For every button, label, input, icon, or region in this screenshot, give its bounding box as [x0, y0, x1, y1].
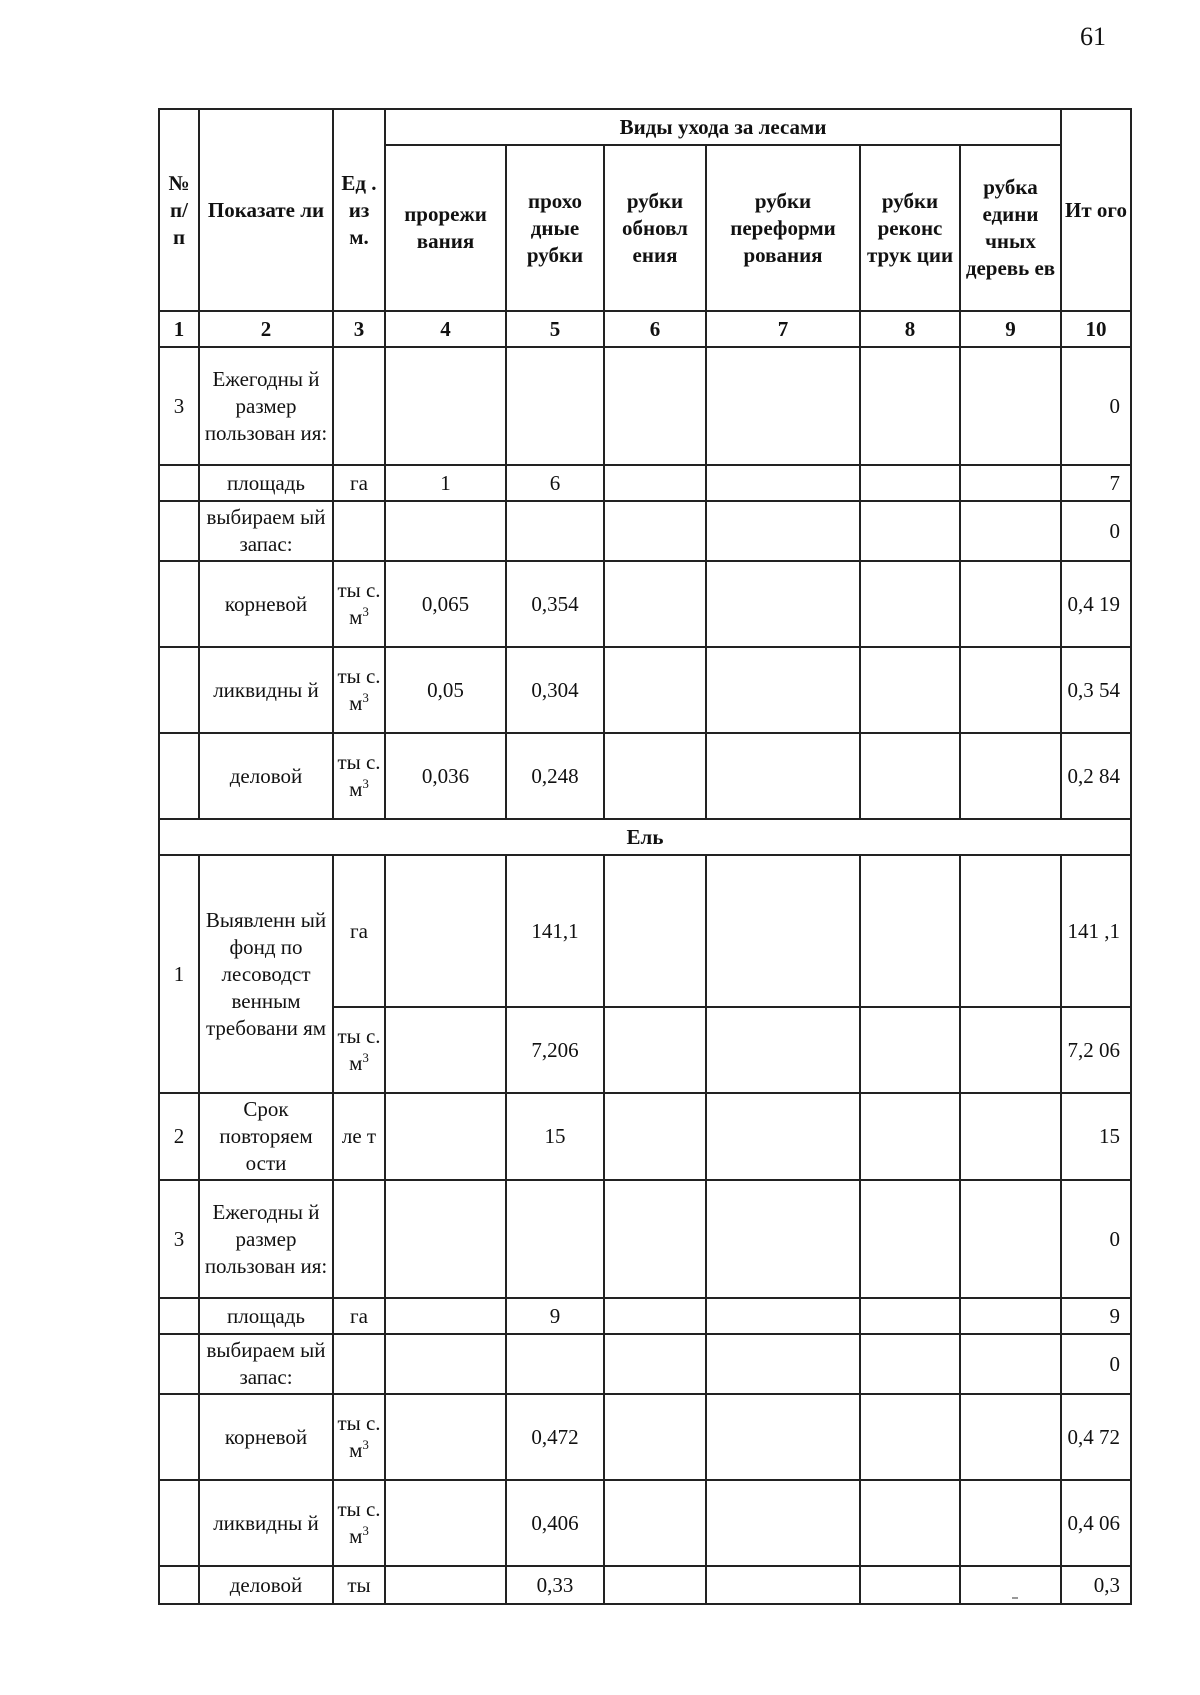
cell-passing: 0,472 — [506, 1394, 604, 1480]
cell-total: 9 — [1061, 1298, 1131, 1334]
cell-renewal — [604, 1007, 706, 1093]
cell-passing: 0,248 — [506, 733, 604, 819]
row-indicator: корневой — [199, 1394, 333, 1480]
column-numbers-row — [159, 311, 1131, 347]
cell-thinning — [385, 1480, 506, 1566]
cell-total: 15 — [1061, 1093, 1131, 1180]
table-row — [159, 561, 1131, 647]
table-row — [159, 1480, 1131, 1566]
cell-thinning — [385, 1180, 506, 1298]
cell-passing: 0,354 — [506, 561, 604, 647]
cell-passing: 6 — [506, 465, 604, 501]
table-row — [159, 1298, 1131, 1334]
row-indicator: выбираем ый запас: — [199, 1334, 333, 1394]
row-indicator: площадь — [199, 1298, 333, 1334]
header-indicator: Показате ли — [199, 109, 333, 311]
cell-renewal — [604, 561, 706, 647]
header-type-reconstruction: рубки реконс трук ции — [860, 145, 960, 311]
row-indicator: выбираем ый запас: — [199, 501, 333, 561]
cell-reformation — [706, 1180, 860, 1298]
cell-passing — [506, 347, 604, 465]
row-no — [159, 1394, 199, 1480]
cell-reformation — [706, 347, 860, 465]
table-row — [159, 347, 1131, 465]
column-number: 5 — [506, 311, 604, 347]
table-row — [159, 855, 1131, 1007]
column-number: 2 — [199, 311, 333, 347]
row-no — [159, 733, 199, 819]
header-type-renewal: рубки обновл ения — [604, 145, 706, 311]
cell-thinning: 0,065 — [385, 561, 506, 647]
row-no — [159, 501, 199, 561]
cell-passing — [506, 1334, 604, 1394]
cell-passing: 0,406 — [506, 1480, 604, 1566]
cell-single-trees — [960, 1566, 1061, 1604]
cell-renewal — [604, 855, 706, 1007]
cell-renewal — [604, 1566, 706, 1604]
cell-reconstruction — [860, 465, 960, 501]
cell-single-trees — [960, 1180, 1061, 1298]
cell-reconstruction — [860, 647, 960, 733]
header-no: № п/ п — [159, 109, 199, 311]
row-indicator: деловой — [199, 733, 333, 819]
cell-reconstruction — [860, 1093, 960, 1180]
cell-total: 0 — [1061, 1334, 1131, 1394]
cell-single-trees — [960, 1007, 1061, 1093]
row-unit: ты с. $м^3$ — [333, 1394, 385, 1480]
cell-thinning — [385, 1394, 506, 1480]
cell-single-trees — [960, 347, 1061, 465]
cell-thinning — [385, 1093, 506, 1180]
cell-reconstruction — [860, 1007, 960, 1093]
row-no — [159, 561, 199, 647]
cell-thinning — [385, 1334, 506, 1394]
table-row — [159, 1093, 1131, 1180]
cell-total: 141 ,1 — [1061, 855, 1131, 1007]
cell-passing: 0,304 — [506, 647, 604, 733]
page-number: 61 — [1080, 22, 1106, 51]
cell-single-trees — [960, 501, 1061, 561]
row-indicator: ликвидны й — [199, 647, 333, 733]
cell-thinning — [385, 855, 506, 1007]
cell-renewal — [604, 465, 706, 501]
header-unit: Ед . из м. — [333, 109, 385, 311]
cell-single-trees — [960, 1334, 1061, 1394]
cell-thinning: 0,036 — [385, 733, 506, 819]
row-no — [159, 1298, 199, 1334]
row-no: 2 — [159, 1093, 199, 1180]
cell-reconstruction — [860, 347, 960, 465]
cell-single-trees — [960, 855, 1061, 1007]
column-number: 6 — [604, 311, 706, 347]
cell-reconstruction — [860, 855, 960, 1007]
cell-thinning: 0,05 — [385, 647, 506, 733]
row-indicator: Ежегодны й размер пользован ия: — [199, 347, 333, 465]
header-type-passing: прохо дные рубки — [506, 145, 604, 311]
cell-passing: 9 — [506, 1298, 604, 1334]
table-row — [159, 1180, 1131, 1298]
row-no — [159, 1334, 199, 1394]
cell-thinning — [385, 1298, 506, 1334]
cell-single-trees — [960, 561, 1061, 647]
cell-total: 7 — [1061, 465, 1131, 501]
row-unit: ты с. $м^3$ — [333, 561, 385, 647]
header-total: Ит ого — [1061, 109, 1131, 311]
column-number: 9 — [960, 311, 1061, 347]
cell-renewal — [604, 501, 706, 561]
cell-single-trees — [960, 465, 1061, 501]
cell-reformation — [706, 1007, 860, 1093]
row-unit — [333, 501, 385, 561]
cell-thinning — [385, 347, 506, 465]
row-unit — [333, 1334, 385, 1394]
cell-passing: 141,1 — [506, 855, 604, 1007]
cell-single-trees — [960, 1093, 1061, 1180]
row-unit: ты с. $м^3$ — [333, 647, 385, 733]
cell-total: 7,2 06 — [1061, 1007, 1131, 1093]
cell-single-trees — [960, 647, 1061, 733]
section-row — [159, 819, 1131, 855]
row-no: 1 — [159, 855, 199, 1093]
row-unit: га — [333, 1298, 385, 1334]
row-indicator: ликвидны й — [199, 1480, 333, 1566]
cell-reformation — [706, 501, 860, 561]
row-no — [159, 647, 199, 733]
column-number: 1 — [159, 311, 199, 347]
cell-renewal — [604, 1298, 706, 1334]
row-indicator: корневой — [199, 561, 333, 647]
row-unit: ты — [333, 1566, 385, 1604]
cell-reconstruction — [860, 1566, 960, 1604]
cell-total: 0,4 72 — [1061, 1394, 1131, 1480]
cell-reconstruction — [860, 1334, 960, 1394]
cell-reformation — [706, 1394, 860, 1480]
cell-reformation — [706, 647, 860, 733]
column-number: 8 — [860, 311, 960, 347]
row-indicator: Выявленн ый фонд по лесоводст венным требовани ям — [199, 855, 333, 1093]
row-indicator: площадь — [199, 465, 333, 501]
table-row — [159, 501, 1131, 561]
row-unit — [333, 347, 385, 465]
cell-reformation — [706, 733, 860, 819]
cell-passing — [506, 1180, 604, 1298]
cell-passing — [506, 501, 604, 561]
header-row-1 — [159, 109, 1131, 145]
row-indicator: Ежегодны й размер пользован ия: — [199, 1180, 333, 1298]
header-type-single-trees: рубка едини чных деревь ев — [960, 145, 1061, 311]
cell-total: 0,3 54 — [1061, 647, 1131, 733]
cell-thinning — [385, 1566, 506, 1604]
cell-single-trees — [960, 1480, 1061, 1566]
row-no — [159, 1566, 199, 1604]
row-unit: ты с. $м^3$ — [333, 1480, 385, 1566]
cell-passing: 15 — [506, 1093, 604, 1180]
cell-passing: 0,33 — [506, 1566, 604, 1604]
table-row — [159, 647, 1131, 733]
cell-reformation — [706, 1093, 860, 1180]
row-indicator: Срок повторяем ости — [199, 1093, 333, 1180]
row-unit — [333, 1180, 385, 1298]
cell-total: 0,4 06 — [1061, 1480, 1131, 1566]
cell-reformation — [706, 1566, 860, 1604]
cell-thinning: 1 — [385, 465, 506, 501]
cell-renewal — [604, 647, 706, 733]
cell-reformation — [706, 561, 860, 647]
row-unit: га — [333, 855, 385, 1007]
cell-reconstruction — [860, 1298, 960, 1334]
cell-single-trees — [960, 733, 1061, 819]
cell-total: 0 — [1061, 1180, 1131, 1298]
cell-renewal — [604, 1180, 706, 1298]
cell-single-trees — [960, 1394, 1061, 1480]
cell-renewal — [604, 1093, 706, 1180]
row-unit: ле т — [333, 1093, 385, 1180]
scan-smudge — [1012, 1597, 1018, 1599]
row-no: 3 — [159, 1180, 199, 1298]
table-row — [159, 1566, 1131, 1604]
row-indicator: деловой — [199, 1566, 333, 1604]
column-number: 3 — [333, 311, 385, 347]
table-row — [159, 1394, 1131, 1480]
cell-reformation — [706, 1480, 860, 1566]
row-no: 3 — [159, 347, 199, 465]
cell-total: 0,4 19 — [1061, 561, 1131, 647]
cell-thinning — [385, 501, 506, 561]
row-unit: га — [333, 465, 385, 501]
cell-renewal — [604, 733, 706, 819]
cell-passing: 7,206 — [506, 1007, 604, 1093]
table-row — [159, 1334, 1131, 1394]
forest-care-table — [158, 108, 1132, 1605]
table-row — [159, 733, 1131, 819]
row-unit: ты с. $м^3$ — [333, 733, 385, 819]
row-unit: ты с. $м^3$ — [333, 1007, 385, 1093]
section-title: Ель — [159, 819, 1131, 855]
cell-renewal — [604, 347, 706, 465]
cell-reformation — [706, 1334, 860, 1394]
cell-reformation — [706, 1298, 860, 1334]
cell-reconstruction — [860, 1180, 960, 1298]
row-no — [159, 465, 199, 501]
cell-total: 0,2 84 — [1061, 733, 1131, 819]
cell-reconstruction — [860, 1394, 960, 1480]
row-no — [159, 1480, 199, 1566]
cell-reconstruction — [860, 501, 960, 561]
header-type-reformation: рубки переформи рования — [706, 145, 860, 311]
cell-thinning — [385, 1007, 506, 1093]
table-row — [159, 465, 1131, 501]
cell-reconstruction — [860, 1480, 960, 1566]
header-type-thinning: прорежи вания — [385, 145, 506, 311]
cell-reconstruction — [860, 733, 960, 819]
cell-total: 0,3 — [1061, 1566, 1131, 1604]
cell-single-trees — [960, 1298, 1061, 1334]
cell-renewal — [604, 1480, 706, 1566]
cell-renewal — [604, 1394, 706, 1480]
cell-total: 0 — [1061, 501, 1131, 561]
cell-reconstruction — [860, 561, 960, 647]
header-group-title: Виды ухода за лесами — [385, 109, 1061, 145]
cell-reformation — [706, 465, 860, 501]
cell-reformation — [706, 855, 860, 1007]
column-number: 4 — [385, 311, 506, 347]
cell-total: 0 — [1061, 347, 1131, 465]
column-number: 7 — [706, 311, 860, 347]
cell-renewal — [604, 1334, 706, 1394]
column-number: 10 — [1061, 311, 1131, 347]
